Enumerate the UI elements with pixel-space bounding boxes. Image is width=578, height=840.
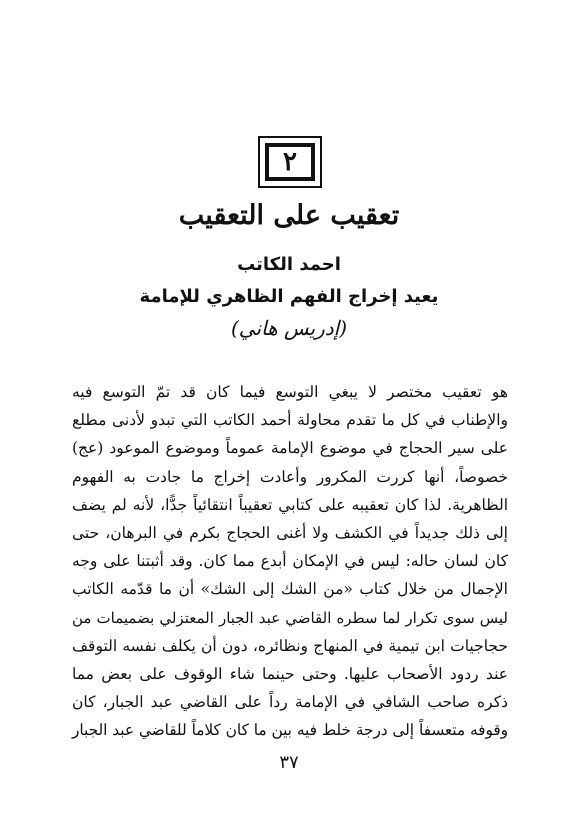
chapter-number: ٢ (265, 143, 315, 181)
body-line: إلى ذلك جديداً في الكشف ولا أغنى الحجاج بكرم في البرهان، حتى (72, 523, 508, 542)
body-line: الإجمال من خلال كتاب «من الشك إلى الشك» أن ما قدّمه الكاتب (72, 580, 508, 599)
body-line: كان لسان حاله: ليس في الإمكان أبدع مما كان. وقد أثبتنا على وجه (72, 552, 508, 571)
body-line: الظاهرية. لذا كان تعقيبه على كتابي تعقيباً انتقائياً جدًّا، لأنه لم يضف (72, 495, 508, 514)
body-line: ليس سوى تكرار لما سطره القاضي عبد الجبار المعتزلي بضميمات من (72, 608, 508, 627)
body-text (72, 378, 508, 744)
body-line: هو تعقيب مختصر لا يبغي التوسع فيما كان قد تمّ التوسع فيه (72, 383, 508, 401)
body-line: على سير الحجاج في موضوع الإمامة عموماً وموضوع الموعود (عج) (72, 439, 508, 458)
body-line: حجاجيات ابن تيمية في المنهاج ونظائره، دون أن يكلف نفسه التوقف (72, 636, 508, 655)
body-line: عند ردود الأصحاب عليها. وحتى حينما شاء الوقوف على بعض مما (72, 664, 508, 683)
author-name: احمد الكاتب (237, 254, 341, 275)
body-line: ذكره صاحب الشافي في الإمامة رداً على القاضي عبد الجبار، كان (72, 693, 508, 712)
body-line: والإطناب في كل ما تقدم محاولة أحمد الكاتب التي تبدو لأدنى مطلع (72, 411, 508, 430)
chapter-subtitle: يعيد إخراج الفهم الظاهري للإمامة (139, 286, 439, 307)
chapter-title: تعقيب على التعقيب (178, 200, 400, 231)
reviewer-name: (إدريس هاني) (230, 316, 348, 340)
body-line: وقوفه متعسفاً إلى درجة خلط فيه بين ما كان كلاماً للقاضي عبد الجبار (72, 721, 508, 740)
page-number: ٣٧ (279, 752, 299, 773)
chapter-number-badge (258, 136, 322, 188)
body-line: خصوصاً، أنها كررت المكرور وأعادت إخراج ما جادت به الفهوم (72, 467, 508, 486)
